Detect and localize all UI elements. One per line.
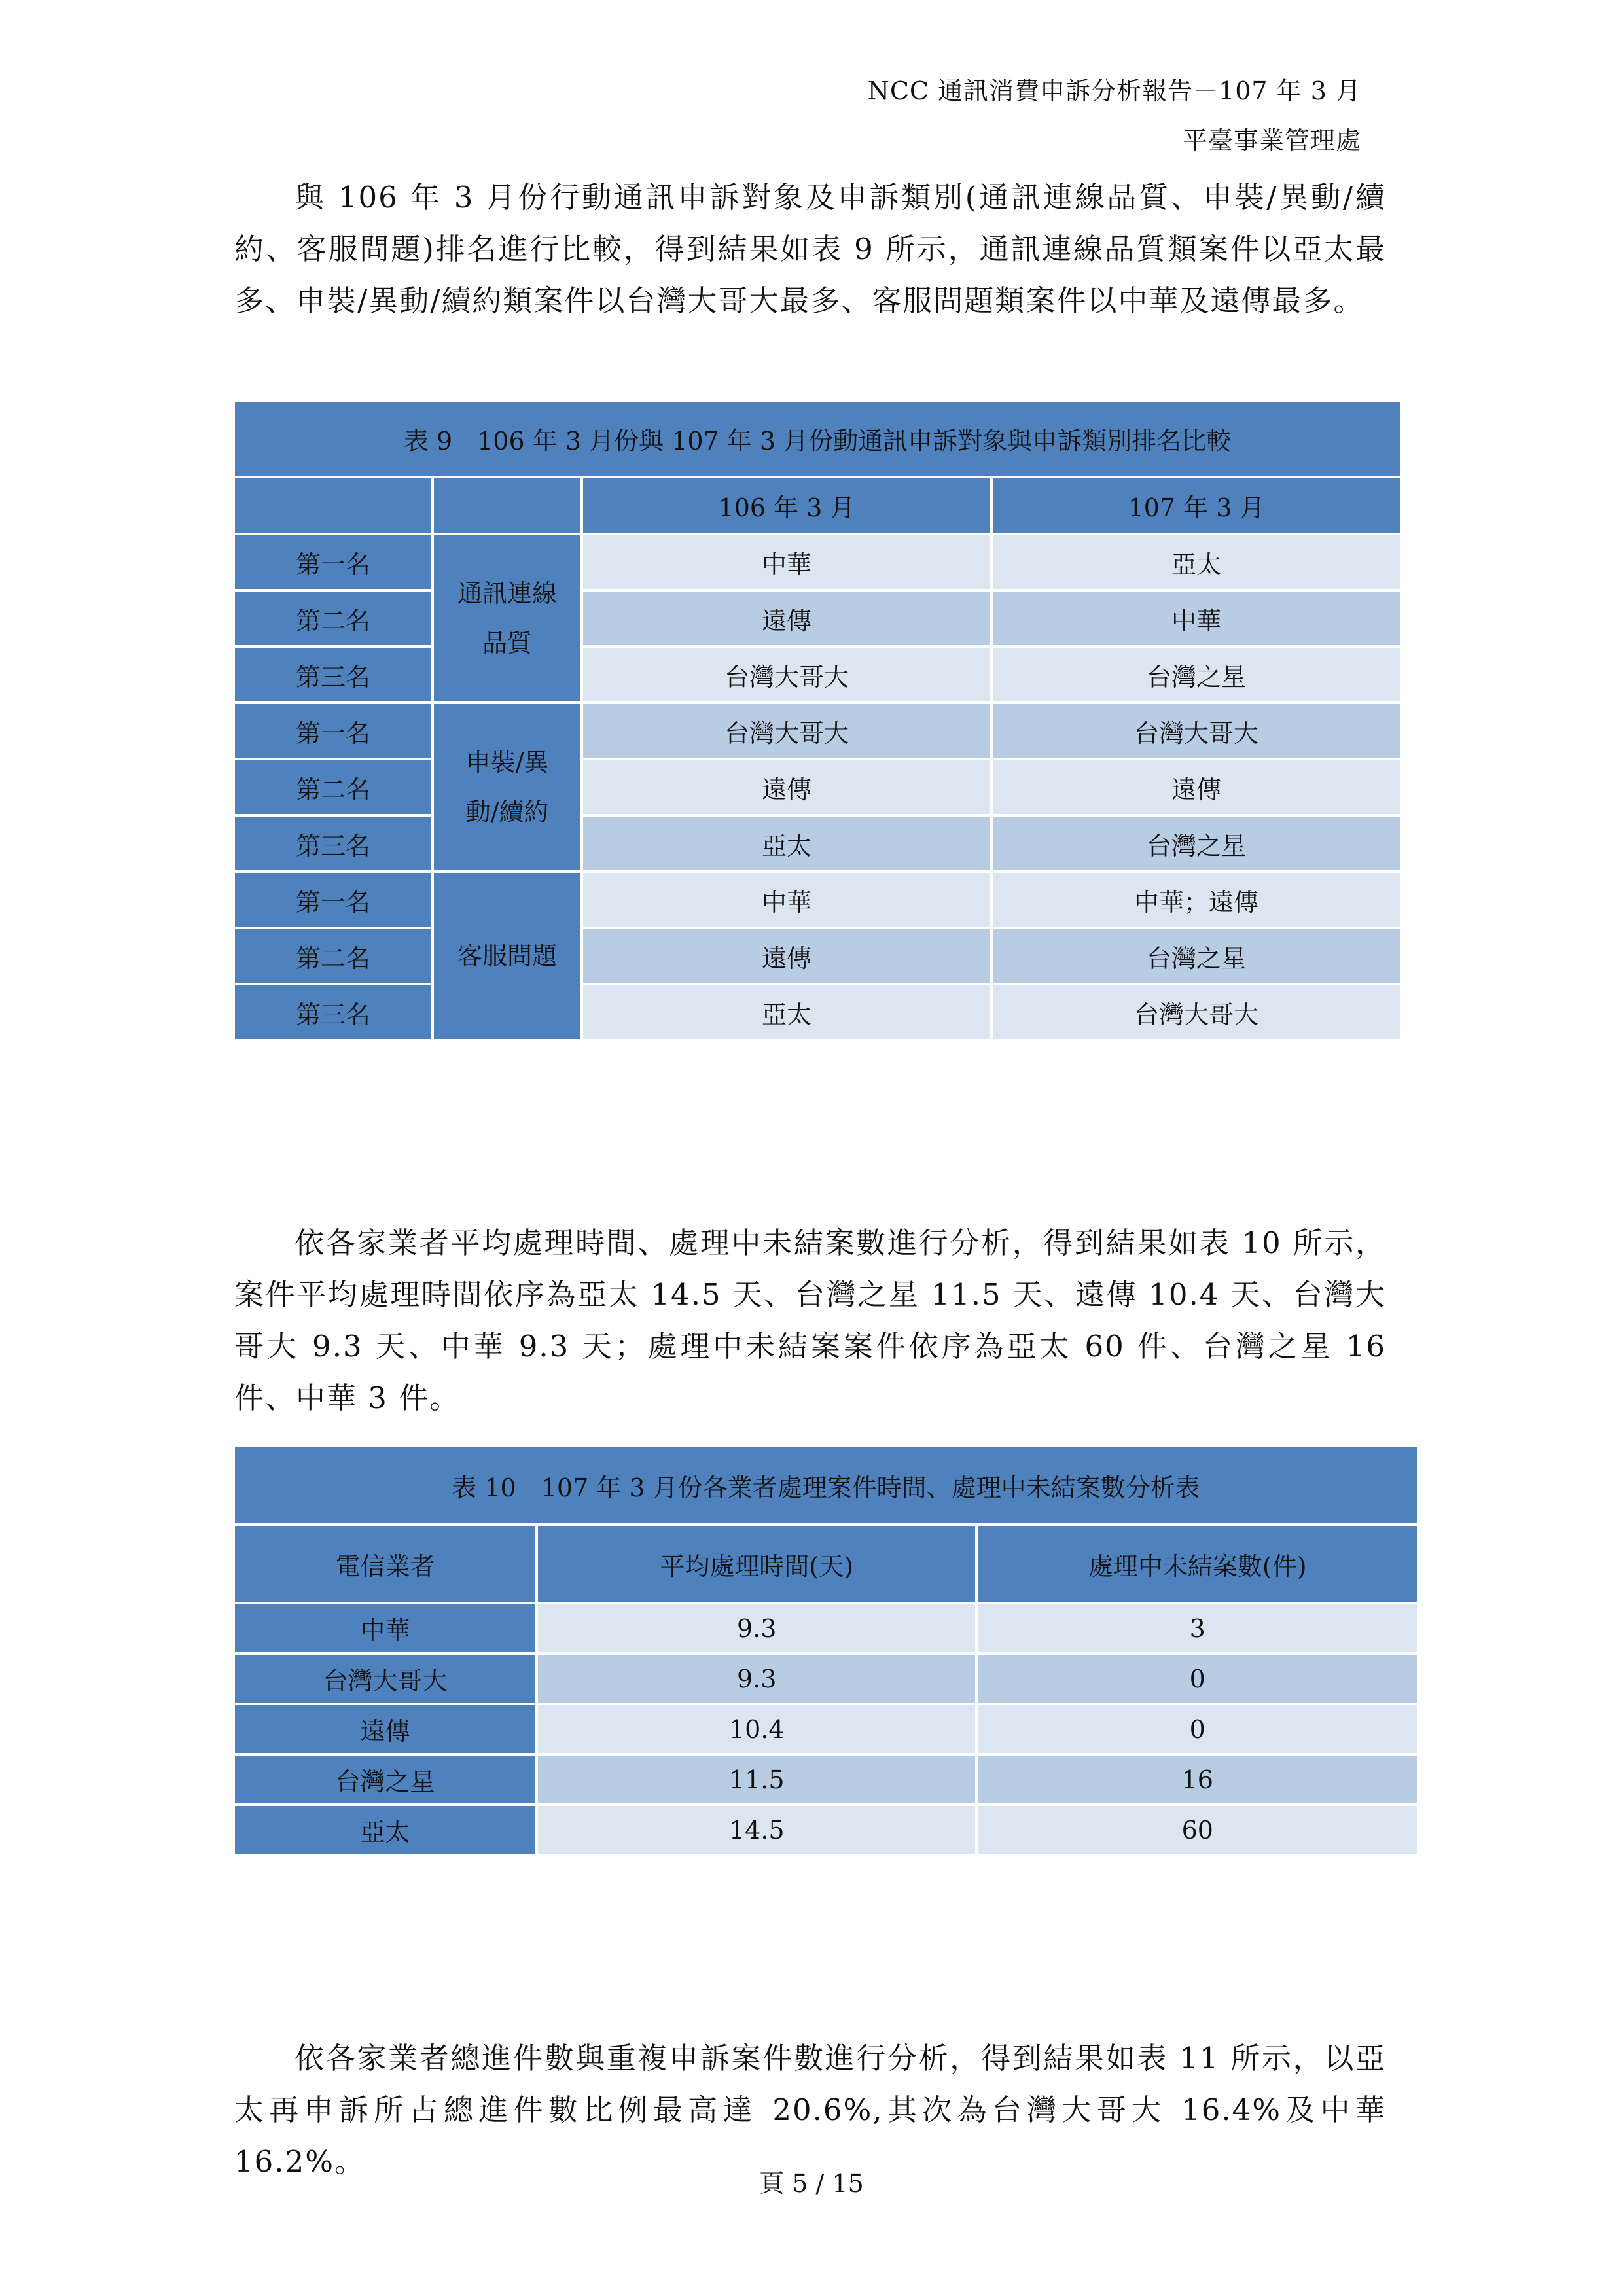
table-cell: 3 xyxy=(978,1604,1417,1652)
category-cell xyxy=(434,535,580,701)
category-label: 通訊連線品質 xyxy=(457,579,557,658)
table-9 xyxy=(232,399,1402,1042)
paragraph-table9-intro: 與 106 年 3 月份行動通訊申訴對象及申訴類別(通訊連線品質、申裝/異動/續約、客服問題)排名進行比較，得到結果如表 9 所示，通訊連線品質類案件以亞太最多、申裝/異動/續約類案件以台灣大哥大最多、客服問題類案件以中華及遠傳最多。 xyxy=(234,180,1386,318)
header-department: 平臺事業管理處 xyxy=(1182,126,1361,155)
table-cell: 中華；遠傳 xyxy=(993,873,1400,927)
rank-cell: 第二名 xyxy=(235,760,431,814)
table-10-header-avg-time: 平均處理時間(天) xyxy=(538,1526,976,1602)
table-cell: 台灣之星 xyxy=(993,929,1400,983)
paragraph-table10-intro: 依各家業者平均處理時間、處理中未結案數進行分析，得到結果如表 10 所示，案件平均處理時間依序為亞太 14.5 天、台灣之星 11.5 天、遠傳 10.4 天、台灣大哥大 9.3 天、中華 9.3 天；處理中未結案案件依序為亞太 60 件、台灣之星 16 件、中華 3 件。 xyxy=(234,1226,1386,1415)
table-cell: 60 xyxy=(978,1806,1417,1854)
table-cell: 遠傳 xyxy=(993,760,1400,814)
page-number: 頁 5 / 15 xyxy=(759,2169,864,2198)
table-9-header-empty xyxy=(235,478,431,533)
table-cell: 14.5 xyxy=(538,1806,976,1854)
table-cell: 台灣大哥大 xyxy=(993,704,1400,758)
table-10-header-open-cases: 處理中未結案數(件) xyxy=(978,1526,1417,1602)
table-cell: 16 xyxy=(978,1756,1417,1803)
carrier-cell: 亞太 xyxy=(235,1806,535,1854)
table-cell: 台灣大哥大 xyxy=(583,648,990,701)
category-label: 申裝/異動/續約 xyxy=(465,748,549,826)
table-cell: 台灣之星 xyxy=(993,817,1400,870)
paragraph-table11-intro: 依各家業者總進件數與重複申訴案件數進行分析，得到結果如表 11 所示，以亞太再申訴所占總進件數比例最高達 20.6%,其次為台灣大哥大 16.4%及中華 16.2%。 xyxy=(234,2041,1386,2179)
rank-cell: 第三名 xyxy=(235,648,431,701)
table-cell: 台灣大哥大 xyxy=(583,704,990,758)
table-cell: 0 xyxy=(978,1705,1417,1753)
rank-cell: 第三名 xyxy=(235,985,431,1039)
table-cell: 亞太 xyxy=(993,535,1400,589)
table-cell: 中華 xyxy=(993,592,1400,645)
table-cell: 遠傳 xyxy=(583,760,990,814)
table-cell: 9.3 xyxy=(538,1655,976,1703)
table-cell: 亞太 xyxy=(583,985,990,1039)
rank-cell: 第一名 xyxy=(235,704,431,758)
rank-cell: 第一名 xyxy=(235,873,431,927)
table-9-header-107: 107 年 3 月 xyxy=(993,478,1400,533)
table-cell: 中華 xyxy=(583,873,990,927)
table-10-caption: 表 10 107 年 3 月份各業者處理案件時間、處理中未結案數分析表 xyxy=(235,1447,1417,1523)
rank-cell: 第二名 xyxy=(235,929,431,983)
rank-cell: 第一名 xyxy=(235,535,431,589)
table-cell: 11.5 xyxy=(538,1756,976,1803)
carrier-cell: 遠傳 xyxy=(235,1705,535,1753)
table-cell: 台灣之星 xyxy=(993,648,1400,701)
table-cell: 中華 xyxy=(583,535,990,589)
header-report-title: NCC 通訊消費申訴分析報告－107 年 3 月 xyxy=(867,77,1361,105)
table-9-header-106: 106 年 3 月 xyxy=(583,478,990,533)
table-9-caption: 表 9 106 年 3 月份與 107 年 3 月份動通訊申訴對象與申訴類別排名比較 xyxy=(235,402,1400,476)
table-cell: 10.4 xyxy=(538,1705,976,1753)
table-cell: 遠傳 xyxy=(583,929,990,983)
rank-cell: 第三名 xyxy=(235,817,431,870)
category-cell xyxy=(434,704,580,870)
carrier-cell: 台灣之星 xyxy=(235,1756,535,1803)
table-9-header-empty xyxy=(434,478,580,533)
table-10 xyxy=(232,1445,1419,1856)
carrier-cell: 台灣大哥大 xyxy=(235,1655,535,1703)
category-cell: 客服問題 xyxy=(434,873,580,1039)
rank-cell: 第二名 xyxy=(235,592,431,645)
table-cell: 遠傳 xyxy=(583,592,990,645)
table-cell: 台灣大哥大 xyxy=(993,985,1400,1039)
table-10-header-carrier: 電信業者 xyxy=(235,1526,535,1602)
carrier-cell: 中華 xyxy=(235,1604,535,1652)
table-cell: 0 xyxy=(978,1655,1417,1703)
table-cell: 9.3 xyxy=(538,1604,976,1652)
table-cell: 亞太 xyxy=(583,817,990,870)
